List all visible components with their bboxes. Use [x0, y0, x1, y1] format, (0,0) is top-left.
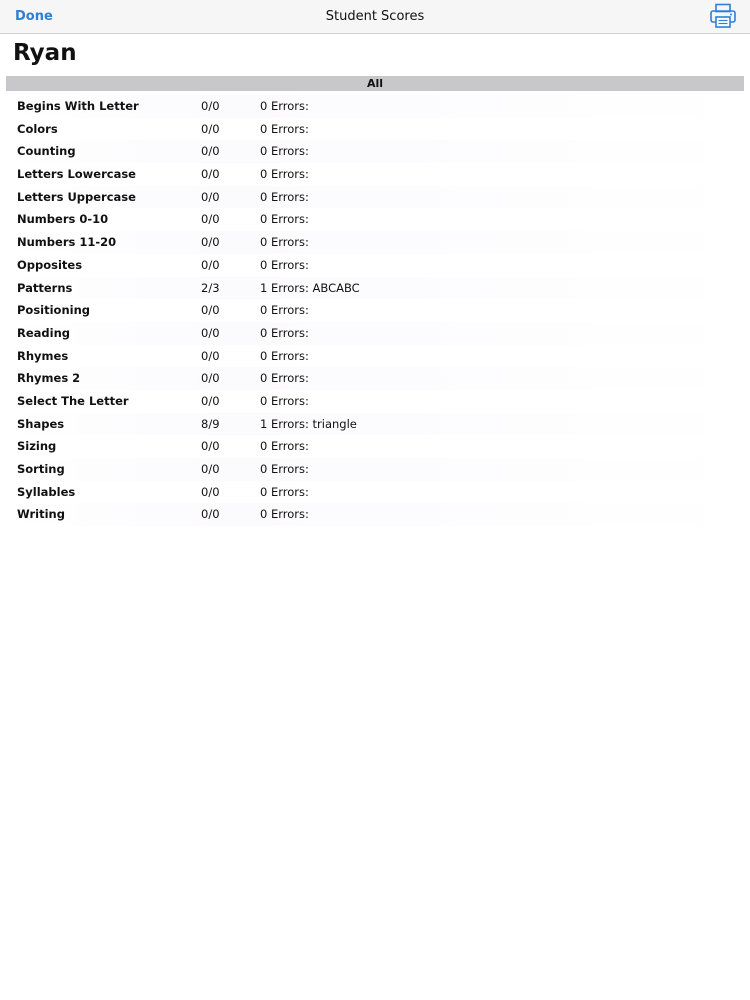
category-name: Reading — [17, 325, 71, 340]
table-row — [6, 163, 744, 186]
category-score: 0/0 — [201, 189, 220, 204]
table-row — [6, 345, 744, 368]
category-name: Patterns — [17, 280, 73, 295]
category-errors: 0 Errors: — [260, 507, 309, 522]
category-errors: 0 Errors: — [260, 212, 309, 227]
category-name: Colors — [17, 121, 58, 136]
category-errors: 0 Errors: — [260, 99, 309, 113]
page-title: Student Scores — [325, 9, 425, 24]
category-score: 0/0 — [201, 348, 220, 363]
category-score: 0/0 — [201, 462, 220, 476]
category-name: Writing — [17, 507, 65, 522]
table-row — [6, 458, 744, 481]
table-row — [6, 140, 744, 163]
category-errors: 1 Errors: ABCABC — [260, 280, 360, 295]
category-score: 0/0 — [201, 439, 220, 454]
table-row — [6, 367, 744, 390]
category-errors: 1 Errors: triangle — [260, 416, 357, 431]
category-score: 0/0 — [201, 167, 220, 182]
navigation-bar — [0, 0, 750, 34]
category-score: 0/0 — [201, 235, 220, 250]
category-score: 0/0 — [201, 325, 220, 340]
done-button[interactable]: Done — [15, 9, 53, 24]
table-row — [6, 435, 744, 458]
category-errors: 0 Errors: — [260, 303, 309, 318]
table-row — [6, 254, 744, 277]
category-errors: 0 Errors: — [260, 484, 309, 499]
category-name: Numbers 0-10 — [17, 212, 109, 227]
category-name: Rhymes — [17, 348, 69, 363]
category-errors: 0 Errors: — [260, 348, 309, 363]
category-score: 0/0 — [201, 393, 220, 408]
category-errors: 0 Errors: — [260, 257, 309, 272]
category-errors: 0 Errors: — [260, 144, 309, 159]
table-row — [6, 481, 744, 504]
category-name: Sizing — [17, 439, 57, 454]
category-score: 0/0 — [201, 144, 220, 159]
category-name: Numbers 11-20 — [17, 235, 117, 250]
printer-icon — [709, 3, 737, 29]
student-name: Ryan — [13, 40, 77, 66]
scores-list — [6, 95, 744, 526]
category-name: Counting — [17, 144, 76, 159]
table-row — [6, 95, 744, 118]
table-row — [6, 231, 744, 254]
category-score: 0/0 — [201, 99, 220, 113]
category-name: Letters Uppercase — [17, 189, 136, 204]
table-row — [6, 186, 744, 209]
table-row — [6, 299, 744, 322]
category-name: Shapes — [17, 416, 65, 431]
print-button[interactable] — [709, 3, 737, 29]
category-errors: 0 Errors: — [260, 167, 309, 182]
category-errors: 0 Errors: — [260, 235, 309, 250]
table-row — [6, 413, 744, 436]
category-errors: 0 Errors: — [260, 121, 309, 136]
table-row — [6, 390, 744, 413]
category-name: Rhymes 2 — [17, 371, 81, 386]
category-score: 0/0 — [201, 257, 220, 272]
category-score: 0/0 — [201, 484, 220, 499]
table-row — [6, 503, 744, 526]
category-errors: 0 Errors: — [260, 393, 309, 408]
category-errors: 0 Errors: — [260, 189, 309, 204]
category-name: Sorting — [17, 462, 65, 476]
category-score: 0/0 — [201, 121, 220, 136]
category-score: 2/3 — [201, 280, 220, 295]
category-name: Syllables — [17, 484, 76, 499]
table-row — [6, 208, 744, 231]
table-row — [6, 277, 744, 300]
category-errors: 0 Errors: — [260, 325, 309, 340]
category-score: 0/0 — [201, 371, 220, 386]
category-name: Letters Lowercase — [17, 167, 136, 182]
category-name: Positioning — [17, 303, 91, 318]
category-score: 0/0 — [201, 212, 220, 227]
category-name: Opposites — [17, 257, 83, 272]
category-errors: 0 Errors: — [260, 371, 309, 386]
category-name: Select The Letter — [17, 393, 129, 408]
table-row — [6, 118, 744, 141]
category-score: 8/9 — [201, 416, 220, 431]
category-score: 0/0 — [201, 303, 220, 318]
category-name: Begins With Letter — [17, 99, 139, 113]
category-score: 0/0 — [201, 507, 220, 522]
table-row — [6, 322, 744, 345]
category-errors: 0 Errors: — [260, 462, 309, 476]
section-header-all: All — [6, 76, 744, 91]
category-errors: 0 Errors: — [260, 439, 309, 454]
